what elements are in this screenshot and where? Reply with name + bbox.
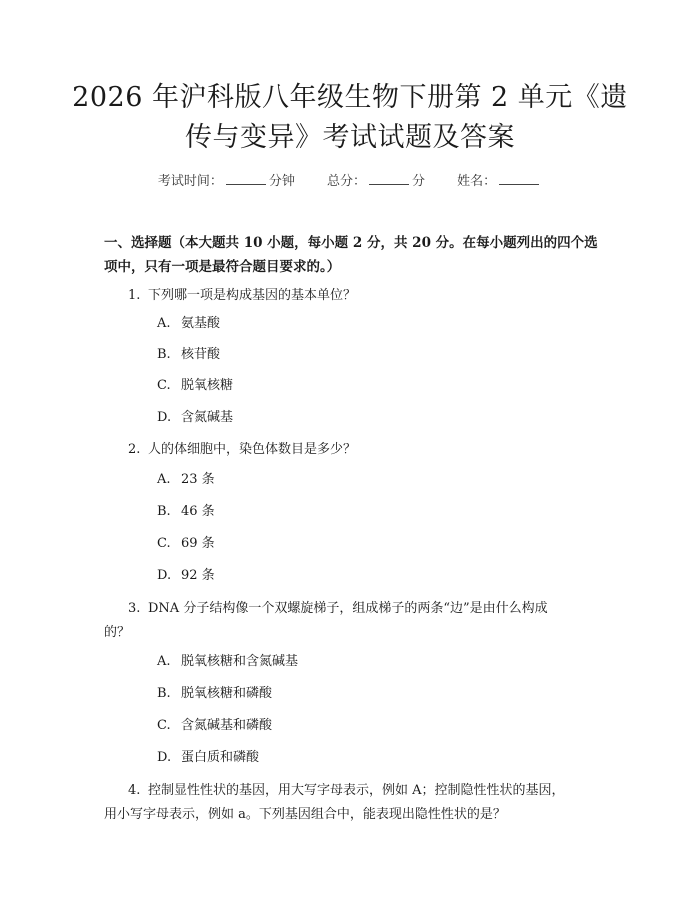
title-line-2: 传与变异》考试试题及答案 — [185, 122, 515, 153]
question-text: 人的体细胞中，染色体数目是多少？ — [148, 442, 357, 457]
question-number: 3. — [128, 601, 141, 616]
option-text: 含氮碱基和磷酸 — [181, 718, 273, 733]
section-heading — [104, 231, 604, 279]
option-letter: B. — [157, 347, 171, 362]
option-letter: B. — [157, 686, 171, 701]
question-2-option-a — [157, 470, 215, 490]
question-2 — [104, 438, 594, 462]
option-letter: A. — [157, 316, 171, 331]
option-letter: A. — [157, 654, 171, 669]
question-3-option-b — [157, 684, 272, 704]
time-label: 考试时间： — [157, 174, 223, 189]
option-text: 23 条 — [181, 472, 215, 487]
question-1-option-d — [157, 408, 233, 428]
option-text: 核苷酸 — [181, 347, 221, 362]
question-3-option-a — [157, 652, 298, 672]
question-text-line-1: DNA 分子结构像一个双螺旋梯子，组成梯子的两条“边”是由什么构成 — [148, 601, 548, 616]
score-label: 总分： — [326, 174, 366, 189]
option-letter: D. — [157, 568, 172, 583]
option-text: 脱氧核糖 — [181, 378, 234, 393]
option-letter: C. — [157, 718, 171, 733]
title-line-1: 2026 年沪科版八年级生物下册第 2 单元《遗 — [72, 82, 628, 113]
question-2-option-d — [157, 566, 215, 586]
time-unit: 分钟 — [268, 174, 295, 189]
name-label: 姓名： — [457, 174, 497, 189]
question-number: 4. — [128, 783, 141, 798]
question-1-option-a — [157, 314, 220, 334]
option-letter: C. — [157, 378, 171, 393]
question-text-line-2: 用小写字母表示，例如 a。下列基因组合中，能表现出隐性性状的是？ — [104, 807, 506, 822]
option-text: 脱氧核糖和含氮碱基 — [181, 654, 299, 669]
question-text-line-1: 控制显性性状的基因，用大写字母表示，例如 A；控制隐性性状的基因， — [148, 783, 565, 798]
score-field — [327, 170, 425, 189]
score-blank — [369, 174, 409, 185]
question-3-option-c — [157, 716, 272, 736]
question-2-option-b — [157, 502, 215, 522]
question-text-line-2: 的？ — [104, 625, 131, 640]
option-letter: A. — [157, 472, 171, 487]
exam-meta — [0, 170, 700, 189]
name-blank — [499, 174, 539, 185]
question-1-option-c — [157, 376, 233, 396]
question-1 — [104, 284, 594, 308]
section-heading-line-2: 项中，只有一项是最符合题目要求的。） — [104, 259, 341, 275]
time-field — [158, 170, 295, 189]
question-text: 下列哪一项是构成基因的基本单位？ — [148, 288, 357, 303]
question-3 — [104, 597, 594, 645]
score-unit: 分 — [412, 174, 426, 189]
question-number: 1. — [128, 288, 141, 303]
option-letter: B. — [157, 504, 171, 519]
section-heading-line-1: 一、选择题（本大题共 10 小题，每小题 2 分，共 20 分。在每小题列出的四个选 — [104, 235, 598, 251]
option-text: 46 条 — [181, 504, 215, 519]
option-letter: D. — [157, 750, 172, 765]
option-letter: D. — [157, 410, 172, 425]
option-text: 92 条 — [181, 568, 215, 583]
option-text: 脱氧核糖和磷酸 — [181, 686, 273, 701]
option-text: 蛋白质和磷酸 — [181, 750, 260, 765]
option-text: 含氮碱基 — [181, 410, 234, 425]
name-field — [457, 170, 542, 189]
question-2-option-c — [157, 534, 215, 554]
question-number: 2. — [128, 442, 141, 457]
exam-title — [40, 78, 660, 158]
option-text: 氨基酸 — [181, 316, 221, 331]
time-blank — [226, 174, 266, 185]
option-text: 69 条 — [181, 536, 215, 551]
question-3-option-d — [157, 748, 259, 768]
option-letter: C. — [157, 536, 171, 551]
question-4 — [104, 779, 594, 827]
question-1-option-b — [157, 345, 220, 365]
